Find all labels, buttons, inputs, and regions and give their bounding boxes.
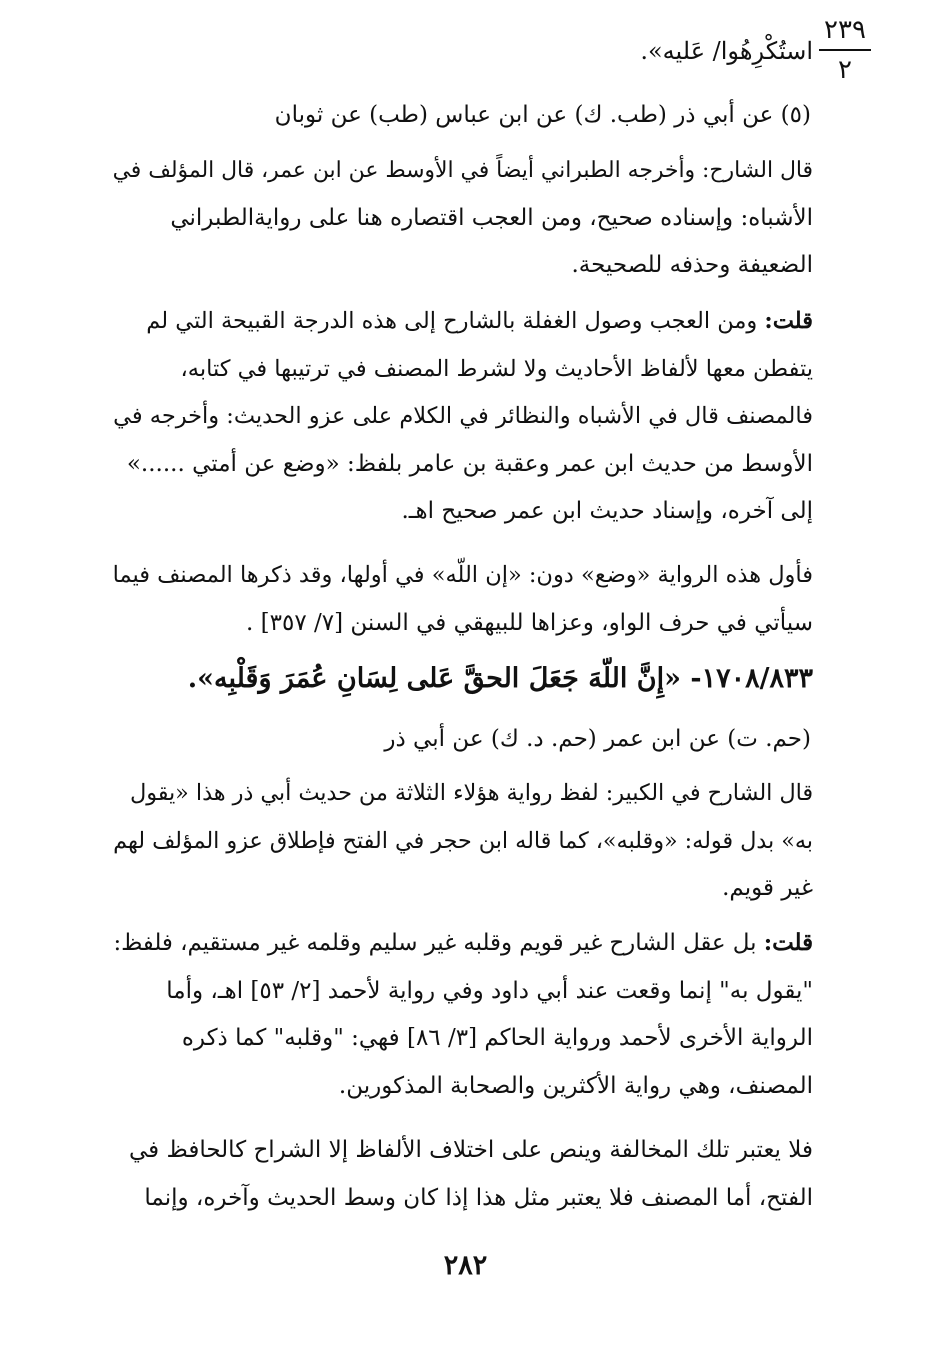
- text-line: [113, 770, 813, 818]
- line-text: فأول هذه الرواية «وضع» دون: «إن اللّه» في أولها، وقد ذكرها المصنف فيما: [112, 562, 813, 588]
- page-number: ٢٨٢: [443, 1250, 488, 1281]
- text-line: [113, 298, 813, 346]
- qultu-label: قلت:: [763, 930, 813, 956]
- text-line: [113, 552, 813, 600]
- text-line: [113, 195, 813, 243]
- text-line: [113, 1063, 813, 1111]
- line-text: إلى آخره، وإسناد حديث ابن عمر صحيح اهـ.: [401, 498, 813, 524]
- paragraph-awwal: [113, 552, 813, 647]
- line-text: به» بدل قوله: «وقلبه»، كما قاله ابن حجر في الفتح فإطلاق عزو المؤلف لهم: [113, 827, 813, 854]
- line-text: "يقول به" إنما وقعت عند أبي داود وفي رواية لأحمد [٢/ ٥٣] اهـ، وأما: [166, 977, 813, 1004]
- line-text: فالمصنف قال في الأشباه والنظائر في الكلام على عزو الحديث: وأخرجه في: [113, 403, 813, 429]
- fraction-bar: [819, 49, 871, 51]
- paragraph-hadith: [188, 655, 813, 703]
- line-text: غير قويم.: [722, 875, 813, 901]
- text-line: [113, 346, 813, 394]
- paragraph-qultu2: [113, 920, 813, 1110]
- line-text: بل عقل الشارح غير قويم وقلبه غير سليم وقلمه غير مستقيم، فلفظ:: [113, 930, 764, 956]
- text-line: [129, 1175, 813, 1223]
- page-reference-fraction: [813, 14, 877, 86]
- text-line: [113, 147, 813, 195]
- line-text: الرواية الأخرى لأحمد ورواية الحاكم [٣/ ٨٦] فهي: "وقلبه" كما ذكره: [181, 1025, 813, 1051]
- paragraph-sharih2: [113, 770, 813, 913]
- line-text: (٥) عن أبي ذر (طب. ك) عن ابن عباس (طب) عن ثوبان: [274, 102, 811, 128]
- paragraph-sharih1: [113, 147, 813, 290]
- line-text: الفتح، أما المصنف فلا يعتبر مثل هذا إذا كان وسط الحديث وآخره، وإنما: [144, 1184, 813, 1211]
- text-line: [113, 242, 813, 290]
- text-line: [113, 968, 813, 1016]
- qultu-label: قلت:: [764, 308, 813, 334]
- fraction-numerator: ٢٣٩: [824, 15, 866, 45]
- line-text: فلا يعتبر تلك المخالفة وينص على اختلاف الألفاظ إلا الشراح كالحافظ في: [129, 1137, 813, 1163]
- top-fragment: استُكْرِهُوا/ عَليه».: [640, 37, 813, 65]
- text-line: [113, 393, 813, 441]
- text-line: [113, 600, 813, 648]
- line-text: ١٧٠٨/٨٣٣- «إِنَّ اللّهَ جَعَلَ الحقَّ عَلى لِسَانِ عُمَرَ وَقَلْبِه».: [187, 663, 813, 694]
- line-text: يتفطن معها لألفاظ الأحاديث ولا لشرط المصنف في ترتيبها في كتابه،: [180, 355, 813, 382]
- text-line: [113, 488, 813, 536]
- text-line: [113, 441, 813, 489]
- line-text: الأوسط من حديث ابن عمر وعقبة بن عامر بلفظ: «وضع عن أمتي ......»: [126, 450, 813, 477]
- text-line: [113, 865, 813, 913]
- line-text: الضعيفة وحذفه للصحيحة.: [571, 252, 813, 278]
- line-text: (حم. ت) عن ابن عمر (حم. د. ك) عن أبي ذر: [384, 726, 811, 752]
- paragraph-source1: [275, 92, 811, 140]
- text-line: [384, 716, 811, 764]
- text-line: [113, 1015, 813, 1063]
- line-text: المصنف، وهي رواية الأكثرين والصحابة المذكورين.: [338, 1072, 813, 1099]
- line-text: قال الشارح في الكبير: لفظ رواية هؤلاء الثلاثة من حديث أبي ذر هذا «يقول: [130, 780, 813, 806]
- text-line: [275, 92, 811, 140]
- text-line: [188, 655, 813, 703]
- line-text: الأشباه: وإسناده صحيح، ومن العجب اقتصاره هنا على روايةالطبراني: [170, 204, 813, 231]
- line-text: ومن العجب وصول الغفلة بالشارح إلى هذه الدرجة القبيحة التي لم: [146, 308, 765, 334]
- fraction-denominator: ٢: [838, 55, 852, 85]
- paragraph-qultu1: [113, 298, 813, 536]
- line-text: سيأتي في حرف الواو، وعزاها للبيهقي في السنن [٧/ ٣٥٧] .: [246, 609, 813, 636]
- text-line: [129, 1127, 813, 1175]
- paragraph-fala: [129, 1127, 813, 1222]
- line-text: قال الشارح: وأخرجه الطبراني أيضاً في الأوسط عن ابن عمر، قال المؤلف في: [112, 158, 813, 183]
- text-line: [113, 920, 813, 968]
- paragraph-source2: [384, 716, 811, 764]
- text-line: [113, 818, 813, 866]
